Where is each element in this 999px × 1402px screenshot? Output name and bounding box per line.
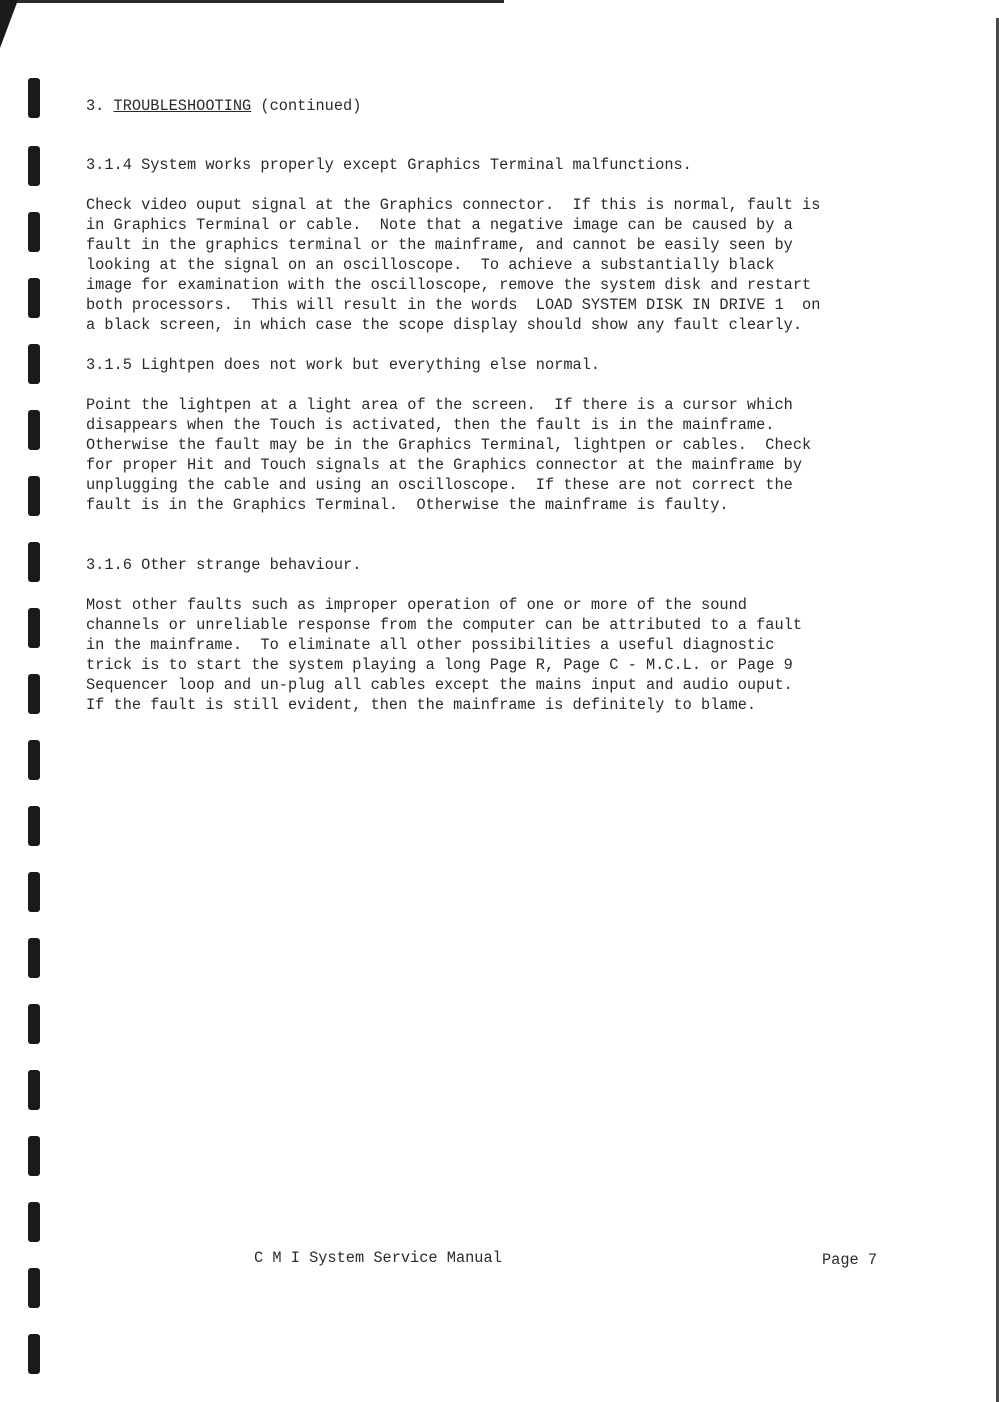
section-title-3-1-5: 3.1.5 Lightpen does not work but everything else normal. [86, 356, 601, 374]
page-content [86, 96, 886, 715]
body-line: Most other faults such as improper operation of one or more of the sound [86, 596, 747, 614]
body-line: image for examination with the oscilloscope, remove the system disk and restart [86, 276, 812, 294]
body-line: for proper Hit and Touch signals at the Graphics connector at the mainframe by [86, 456, 803, 474]
body-line: trick is to start the system playing a long Page R, Page C - M.C.L. or Page 9 [86, 656, 793, 674]
binding-hole [28, 674, 40, 714]
binding-hole [28, 806, 40, 846]
body-line: Sequencer loop and un-plug all cables except the mains input and audio ouput. [86, 676, 793, 694]
body-line: Otherwise the fault may be in the Graphics Terminal, lightpen or cables. Check [86, 436, 812, 454]
body-line: If the fault is still evident, then the mainframe is definitely to blame. [86, 696, 757, 714]
section-body-3-1-5 [86, 395, 886, 515]
binding-hole [28, 1268, 40, 1308]
body-line: fault is in the Graphics Terminal. Otherwise the mainframe is faulty. [86, 496, 729, 514]
body-line: a black screen, in which case the scope display should show any fault clearly. [86, 316, 803, 334]
binding-hole [28, 1202, 40, 1242]
footer-page-number: Page 7 [822, 1251, 878, 1269]
binding-hole [28, 476, 40, 516]
binding-hole [28, 410, 40, 450]
binding-hole [28, 542, 40, 582]
section-body-3-1-6 [86, 595, 886, 715]
section-title-3-1-6: 3.1.6 Other strange behaviour. [86, 556, 362, 574]
binding-hole [28, 608, 40, 648]
body-line: looking at the signal on an oscilloscope. To achieve a substantially black [86, 256, 775, 274]
binding-hole [28, 938, 40, 978]
binding-hole [28, 278, 40, 318]
binding-hole [28, 1004, 40, 1044]
body-line: in the mainframe. To eliminate all other possibilities a useful diagnostic [86, 636, 775, 654]
binding-hole [28, 872, 40, 912]
binding-hole [28, 78, 40, 118]
binding-hole [28, 212, 40, 252]
binding-hole [28, 740, 40, 780]
footer-manual-title: C M I System Service Manual [254, 1249, 502, 1267]
binding-hole [28, 146, 40, 186]
binding-hole [28, 1334, 40, 1374]
binding-hole [28, 344, 40, 384]
body-line: unplugging the cable and using an oscilloscope. If these are not correct the [86, 476, 793, 494]
page-heading [86, 96, 886, 116]
body-line: disappears when the Touch is activated, then the fault is in the mainframe. [86, 416, 775, 434]
heading-suffix: (continued) [251, 97, 362, 115]
section-body-3-1-4 [86, 195, 886, 335]
binding-holes [0, 0, 40, 1402]
body-line: Point the lightpen at a light area of the screen. If there is a cursor which [86, 396, 793, 414]
body-line: both processors. This will result in the words LOAD SYSTEM DISK IN DRIVE 1 on [86, 296, 821, 314]
heading-number: 3. [86, 97, 114, 115]
body-line: in Graphics Terminal or cable. Note that a negative image can be caused by a [86, 216, 793, 234]
heading-title: TROUBLESHOOTING [113, 97, 252, 115]
body-line: channels or unreliable response from the computer can be attributed to a fault [86, 616, 803, 634]
body-line: fault in the graphics terminal or the mainframe, and cannot be easily seen by [86, 236, 793, 254]
binding-hole [28, 1136, 40, 1176]
section-title-3-1-4: 3.1.4 System works properly except Graphics Terminal malfunctions. [86, 156, 692, 174]
binding-hole [28, 1070, 40, 1110]
scan-top-rule [4, 0, 504, 3]
body-line: Check video ouput signal at the Graphics connector. If this is normal, fault is [86, 196, 821, 214]
